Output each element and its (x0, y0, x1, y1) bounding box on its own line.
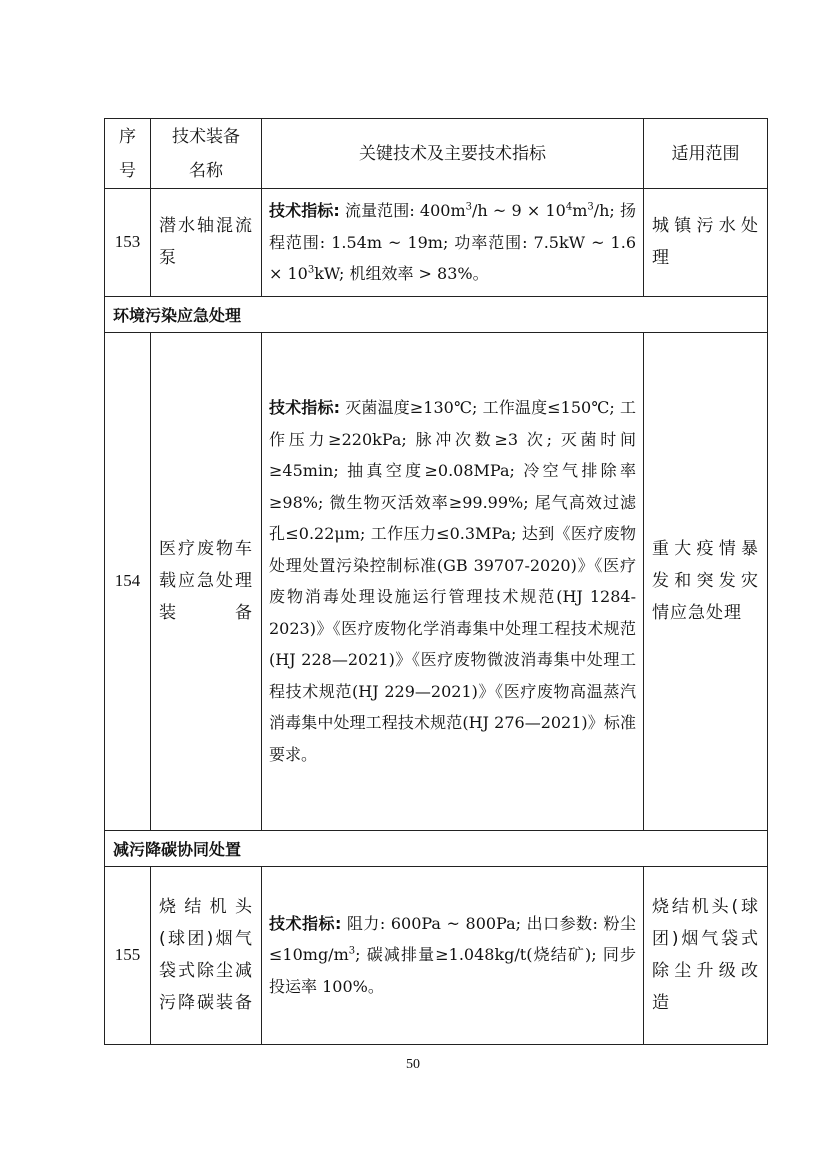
spec-label: 技术指标: (269, 398, 341, 417)
section-title: 环境污染应急处理 (105, 296, 768, 332)
equipment-name: 潜水轴混流泵 (151, 189, 262, 297)
header-spec: 关键技术及主要技术指标 (262, 119, 644, 189)
table-row-153 (105, 189, 768, 297)
spec-text: 流量范围: $400m^3/h$ ~ $9 \times 10^4m^3/h$; 扬程范围: 1.54m ~ 19m; 功率范围: 7.5kW ~ $1.6 \times 10^3kW$; 机组效率 > 83%。 (269, 201, 637, 283)
row-number: 155 (105, 866, 151, 1044)
row-number: 153 (105, 189, 151, 297)
spec-cell (262, 866, 644, 1044)
section-row (105, 296, 768, 332)
header-no-line-1: 序 (119, 126, 136, 147)
row-number: 154 (105, 332, 151, 830)
scope-cell: 重大疫情暴发和突发灾情应急处理 (644, 332, 768, 830)
equipment-table (104, 118, 768, 1045)
spec-label: 技术指标: (269, 201, 340, 220)
scope-cell: 烧结机头(球团)烟气袋式除尘升级改造 (644, 866, 768, 1044)
section-row (105, 830, 768, 866)
spec-label: 技术指标: (269, 913, 342, 933)
header-name-line-1: 技术装备 (172, 126, 240, 147)
table-header-row (105, 119, 768, 189)
header-no-line-2: 号 (119, 160, 136, 181)
spec-cell (262, 332, 644, 830)
header-scope: 适用范围 (644, 119, 768, 189)
equipment-name: 烧结机头(球团)烟气袋式除尘减污降碳装备 (151, 866, 262, 1044)
document-page (104, 118, 767, 1045)
spec-text: 灭菌温度≥130℃; 工作温度≤150℃; 工作压力≥220kPa; 脉冲次数≥3 次; 灭菌时间≥45min; 抽真空度≥0.08MPa; 冷空气排除率≥98%; 微生物灭活效率≥99.99%; 尾气高效过滤孔≤0.22μm; 工作压力≤0.3MPa; 达到《医疗废物处理处置污染控制标准(GB 39707-2020)》《医疗废物消毒处理设施运行管理技术规范(HJ 1284-2023)》《医疗废物化学消毒集中处理工程技术规范(HJ 228—2021)》《医疗废物微波消毒集中处理工程技术规范(HJ 229—2021)》《医疗废物高温蒸汽消毒集中处理工程技术规范(HJ 276—2021)》标准要求。 (269, 398, 636, 764)
scope-cell: 城镇污水处理 (644, 189, 768, 297)
spec-text: 阻力: 600Pa ~ 800Pa; 出口参数: 粉尘$\le 10mg/m^3$; 碳减排量≥1.048kg/t(烧结矿); 同步投运率 100%。 (269, 913, 636, 996)
section-title: 减污降碳协同处置 (105, 830, 768, 866)
header-no (105, 119, 151, 189)
table-row-154 (105, 332, 768, 830)
header-name-line-2: 名称 (189, 160, 223, 181)
equipment-name: 医疗废物车载应急处理装备 (151, 332, 262, 830)
header-name (151, 119, 262, 189)
spec-cell (262, 189, 644, 297)
page-number: 50 (406, 1057, 420, 1072)
table-row-155 (105, 866, 768, 1044)
